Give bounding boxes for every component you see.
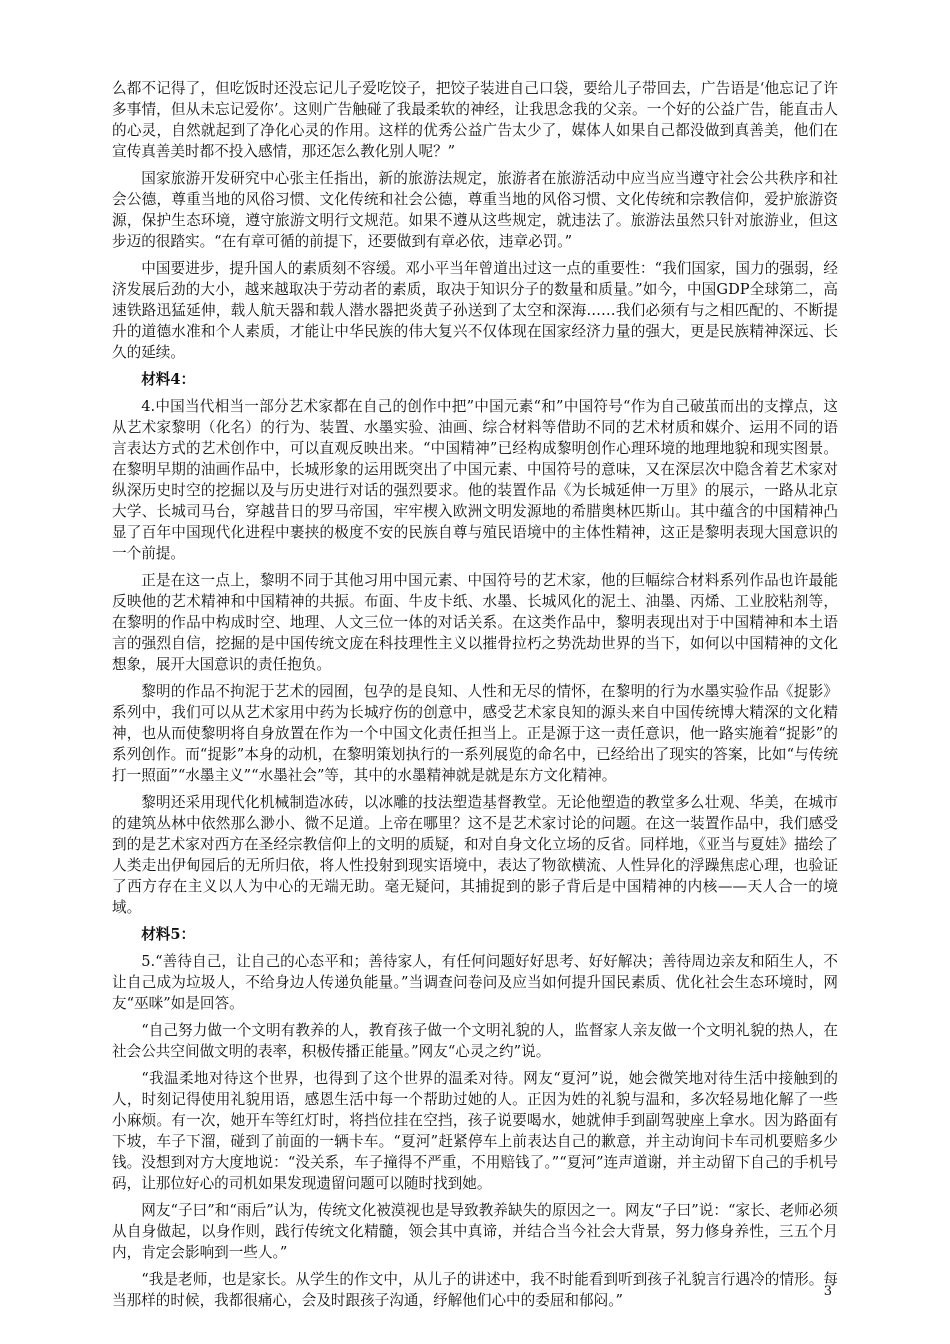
paragraph-continued: 么都不记得了，但吃饭时还没忘记儿子爱吃饺子，把饺子装进自己口袋，要给儿子带回去，广告语是‘他忘记了许多事情，但从未忘记爱你’。这则广告触碰了我最柔软的神经，让我思念我的父亲。一个好的公益广告，能直击人的心灵，自然就起到了净化心灵的作用。这样的优秀公益广告太少了，媒体人如果自己都没做到真善美，他们在宣传真善美时都不投入感情，那还怎么教化别人呢？” (112, 80, 838, 160)
paragraph: 5.“善待自己，让自己的心态平和；善待家人，有任何问题好好思考、好好解决；善待周边亲友和陌生人，不让自己成为垃圾人，不给身边人传递负能量。”当调查问卷问及应当如何提升国民素质、优化社会生态环境时，网友“巫咪”如是回答。 (112, 953, 838, 1012)
section-heading-material-4: 材料4： (141, 371, 196, 388)
paragraph: “自己努力做一个文明有教养的人，教育孩子做一个文明礼貌的人，监督家人亲友做一个文明礼貌的热人，在社会公共空间做文明的表率，积极传播正能量。”网友“心灵之约”说。 (112, 1022, 838, 1060)
paragraph: 网友“子曰”和“雨后”认为，传统文化被漠视也是导致教养缺失的原因之一。网友“子曰”说：“家长、老师必须从自身做起，以身作则，践行传统文化精髓，领会其中真谛，并结合当今社会大背景，努力修身养性，三五个月内，肯定会影响到一些人。” (112, 1202, 838, 1261)
section-heading-material-5: 材料5： (141, 926, 196, 943)
paragraph: “我是老师，也是家长。从学生的作文中，从儿子的讲述中，我不时能看到听到孩子礼貌言行遇冷的情形。每当那样的时候，我都很痛心，会及时跟孩子沟通，纾解他们心中的委屈和郁闷。” (112, 1271, 838, 1309)
document-body (112, 78, 838, 1317)
paragraph: “我温柔地对待这个世界，也得到了这个世界的温柔对待。网友“夏河”说，她会微笑地对待生活中接触到的人，时刻记得使用礼貌用语，感恩生活中每一个帮助过她的人。正因为姓的礼貌与温和，多次轻易地化解了一些小麻烦。有一次，她开车等红灯时，将挡位挂在空挡，孩子说要喝水，她就伸手到副驾驶座上拿水。因为路面有下坡，车子下溜，碰到了前面的一辆卡车。“夏河”赶紧停车上前表达自己的歉意，并主动询问卡车司机要赔多少钱。没想到对方大度地说：“没关系，车子撞得不严重，不用赔钱了。”“夏河”连声道谢，并主动留下自己的手机号码，让那位好心的司机如果发现遗留问题可以随时找到她。 (112, 1070, 838, 1192)
paragraph: 黎明的作品不拘泥于艺术的园囿，包孕的是良知、人性和无尽的情怀，在黎明的行为水墨实验作品《捉影》系列中，我们可以从艺术家用中药为长城疗伤的创意中，感受艺术家良知的源头来自中国传统博大精深的文化精神，也从而使黎明将自身放置在作为一个中国文化责任担当上。正是源于这一责任意识，他一路实施着“捉影”的系列创作。而“捉影”本身的动机，在黎明策划执行的一系列展览的命名中，已经给出了现实的答案，比如“与传统打一照面”“水墨主义”“水墨社会”等，其中的水墨精神就是就是东方文化精神。 (112, 683, 838, 784)
paragraph: 中国要进步，提升国人的素质刻不容缓。邓小平当年曾道出过这一点的重要性：“我们国家，国力的强弱，经济发展后劲的大小，越来越取决于劳动者的素质，取决于知识分子的数量和质量。”如今，中国GDP全球第二，高速铁路迅猛延伸，载人航天器和载人潜水器把炎黄子孙送到了太空和深海……我们必须有与之相匹配的、不断提升的道德水准和个人素质，才能让中华民族的伟大复兴不仅体现在国家经济力量的强大，更是民族精神深远、长久的延续。 (112, 260, 838, 361)
paragraph: 国家旅游开发研究中心张主任指出，新的旅游法规定，旅游者在旅游活动中应当应当遵守社会公共秩序和社会公德，尊重当地的风俗习惯、文化传统和社会公德，尊重当地的风俗习惯、文化传统和宗教信仰，爱护旅游资源，保护生态环境，遵守旅游文明行文规范。如果不遵从这些规定，就违法了。旅游法虽然只针对旅游业，但这步迈的很踏实。“在有章可循的前提下，还要做到有章必依，违章必罚。” (112, 170, 838, 250)
paragraph: 黎明还采用现代化机械制造冰砖，以冰雕的技法塑造基督教堂。无论他塑造的教堂多么壮观、华美，在城市的建筑丛林中依然那么渺小、微不足道。上帝在哪里？这不是艺术家讨论的问题。在这一装置作品中，我们感受到的是艺术家对西方在圣经宗教信仰上的文明的质疑，和对自身文化立场的反省。同样地，《亚当与夏娃》描绘了人类走出伊甸园后的无所归依，将人性投射到现实语境中，表达了物欲横流、人性异化的浮躁焦虑心理，也验证了西方存在主义以人为中心的无端无助。毫无疑问，其捕捉到的影子背后是中国精神的内核——天人合一的境域。 (112, 794, 838, 916)
page-number: 3 (823, 1284, 832, 1299)
paragraph: 4.中国当代相当一部分艺术家都在自己的创作中把”中国元素“和”中国符号“作为自己破茧而出的支撑点，这从艺术家黎明（化名）的行为、装置、水墨实验、油画、综合材料等借助不同的艺术材质和媒介、运用不同的语言表达方式的艺术创作中，可以直观反映出来。“中国精神”已经构成黎明创作心理环境的地理地貌和现实图景。在黎明早期的油画作品中，长城形象的运用既突出了中国元素、中国符号的意味，又在深层次中隐含着艺术家对纵深历史时空的挖掘以及与历史进行对话的强烈要求。他的装置作品《为长城延伸一万里》的展示，一路从北京大学、长城司马台，穿越昔日的罗马帝国，牢牢楔入欧洲文明发源地的希腊奥林匹斯山。其中蕴含的中国精神凸显了百年中国现代化进程中裹挟的极度不安的民族自尊与殖民语境中的主体性精神，这正是黎明表现大国意识的一个前提。 (112, 398, 838, 562)
paragraph: 正是在这一点上，黎明不同于其他习用中国元素、中国符号的艺术家，他的巨幅综合材料系列作品也许最能反映他的艺术精神和中国精神的共振。布面、牛皮卡纸、水墨、长城风化的泥土、油墨、丙烯、工业胶粘剂等，在黎明的作品中构成时空、地理、人文三位一体的对话关系。在这类作品中，黎明表现出对于中国精神和本土语言的强烈自信，挖掘的是中国传统文庞在科技理性主义以摧骨拉朽之势洗劫世界的当下，如何以中国精神的文化想象，展开大国意识的责任抱负。 (112, 572, 838, 673)
